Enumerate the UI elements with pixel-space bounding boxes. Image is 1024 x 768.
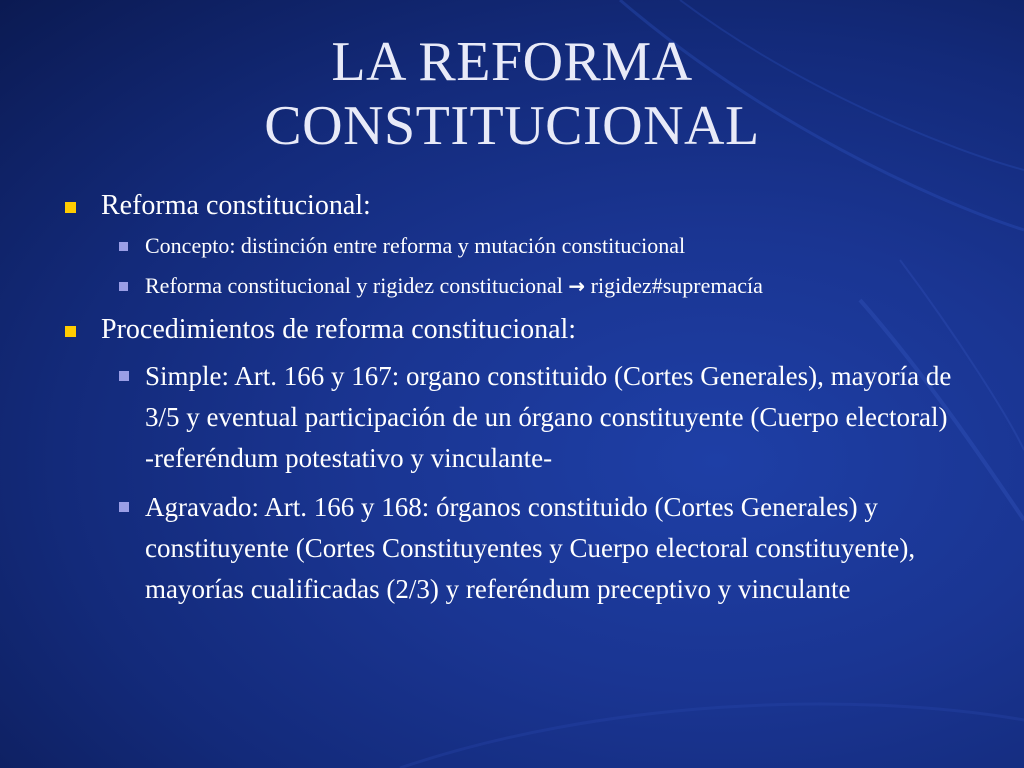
bullet-text: Reforma constitucional: [101,190,371,221]
bullet-item-reforma [60,188,960,224]
square-bullet-icon [65,202,76,213]
bullet-text: Procedimientos de reforma constitucional: [101,314,577,345]
bullet-item-procedimientos [60,312,960,348]
sub-list-reforma [85,232,960,300]
square-bullet-icon [65,326,76,337]
square-bullet-icon [119,282,128,291]
sub-item-rigidez [85,272,960,300]
sub-list-procedimientos [85,356,960,610]
slide-title [0,30,1024,158]
square-bullet-icon [119,242,128,251]
slide-title-line-2: CONSTITUCIONAL [264,95,760,157]
square-bullet-icon [119,371,129,381]
slide-body [60,188,960,618]
sub-item-text-before: Reforma constitucional y rigidez constitucional [145,273,563,298]
arrow-right-icon: → [568,274,586,298]
slide-title-line-1: LA REFORMA [331,31,693,93]
sub-item-text: Concepto: distinción entre reforma y mutación constitucional [145,233,686,258]
sub-item-simple [85,356,960,479]
square-bullet-icon [119,502,129,512]
sub-item-text-after: rigidez#supremacía [590,273,763,298]
sub-item-agravado [85,487,960,610]
sub-item-concepto [85,232,960,260]
sub-item-text: Simple: Art. 166 y 167: organo constituido (Cortes Generales), mayoría de 3/5 y eventual participación de un órgano constituyente (Cuerpo electoral) -referéndum potestativo y vinculante- [145,361,952,473]
sub-item-text: Agravado: Art. 166 y 168: órganos constituido (Cortes Generales) y constituyente (Cortes Constituyentes y Cuerpo electoral constituyente), mayorías cualificadas (2/3) y referéndum preceptivo y vinculante [145,492,916,604]
